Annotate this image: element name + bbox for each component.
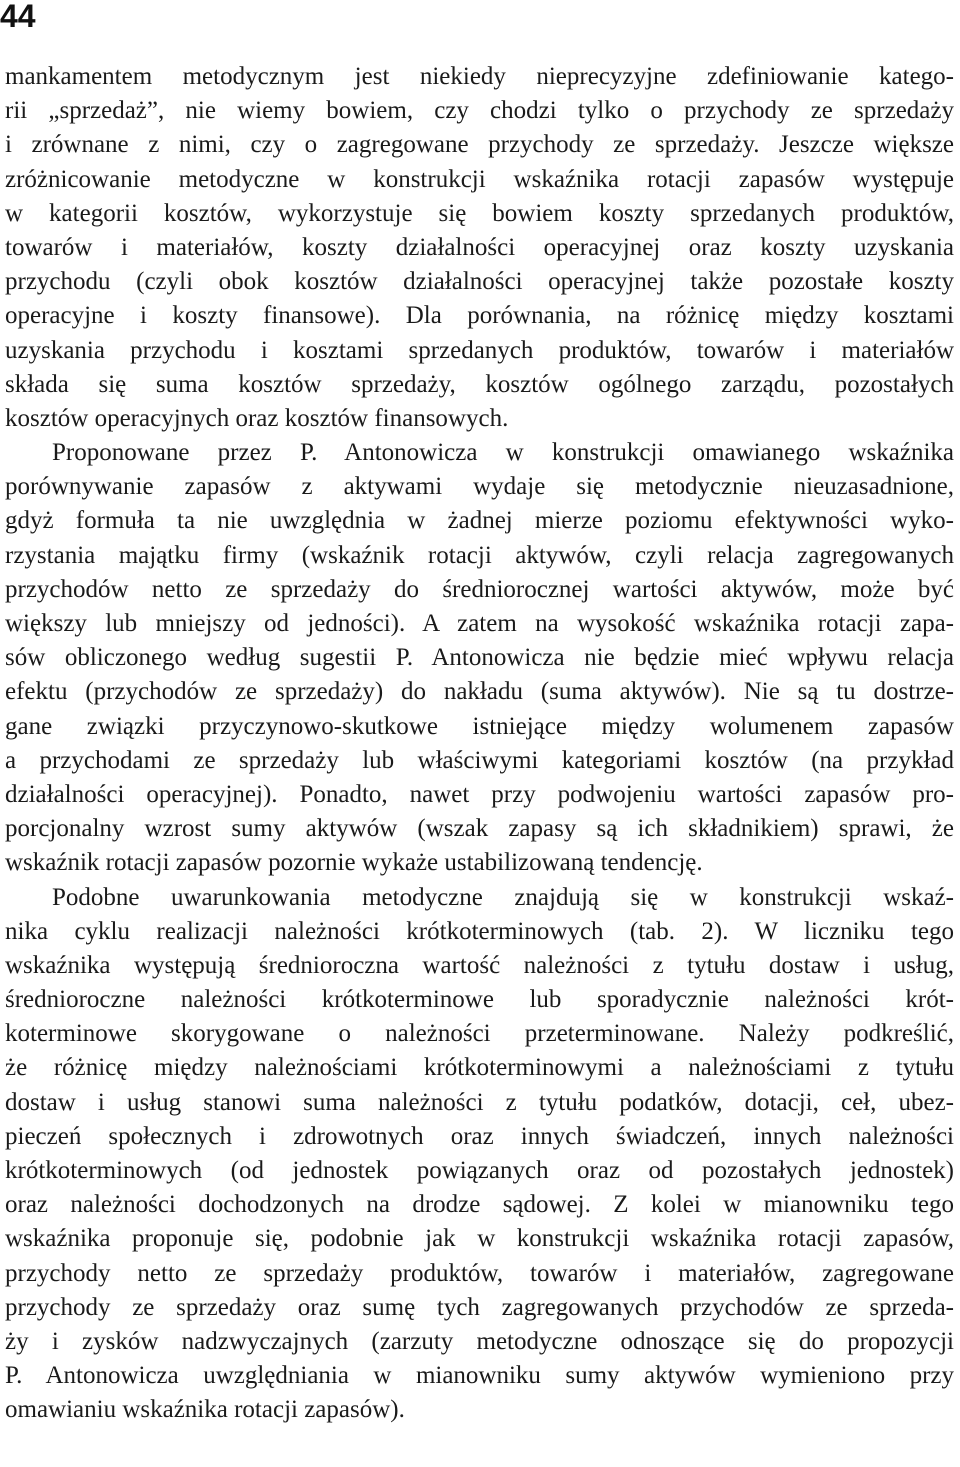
- text-line: Podobne uwarunkowania metodyczne znajdują się w konstrukcji wskaź-: [52, 883, 954, 911]
- text-line: omawianiu wskaźnika rotacji zapasów).: [5, 1396, 405, 1424]
- text-line: operacyjne i koszty finansowe). Dla porównania, na różnicę między kosztami: [5, 302, 954, 330]
- text-line: przychodu (czyli obok kosztów działalności operacyjnej także pozostałe koszty: [5, 268, 954, 296]
- text-line: i zrównane z nimi, czy o zagregowane przychody ze sprzedaży. Jeszcze większe: [5, 131, 954, 159]
- text-line: porównywanie zapasów z aktywami wydaje się metodycznie nieuzasadnione,: [5, 473, 954, 501]
- text-line: składa się suma kosztów sprzedaży, kosztów ogólnego zarządu, pozostałych: [5, 370, 954, 398]
- text-line: kosztów operacyjnych oraz kosztów finansowych.: [5, 404, 509, 432]
- text-line: Proponowane przez P. Antonowicza w konstrukcji omawianego wskaźnika: [52, 439, 954, 467]
- text-line: gdyż formuła ta nie uwzględnia w żadnej mierze poziomu efektywności wyko-: [5, 507, 954, 535]
- paragraph: [5, 881, 954, 1428]
- text-line: towarów i materiałów, koszty działalności operacyjnej oraz koszty uzyskania: [5, 233, 954, 261]
- text-line: przychody ze sprzedaży oraz sumę tych zagregowanych przychodów ze sprzeda-: [5, 1293, 954, 1321]
- text-line: nika cyklu realizacji należności krótkoterminowych (tab. 2). W liczniku tego: [5, 917, 954, 945]
- text-line: a przychodami ze sprzedaży lub właściwymi kategoriami kosztów (na przykład: [5, 746, 954, 774]
- text-line: ży i zysków nadzwyczajnych (zarzuty metodyczne odnoszące się do propozycji: [5, 1327, 954, 1355]
- text-line: wskaźnika występują średnioroczna wartość należności z tytułu dostaw i usług,: [5, 951, 954, 979]
- text-line: P. Antonowicza uwzględniania w mianowniku sumy aktywów wymieniono przy: [5, 1362, 954, 1390]
- text-line: wskaźnik rotacji zapasów pozornie wykaże ustabilizowaną tendencję.: [5, 849, 703, 877]
- text-line: porcjonalny wzrost sumy aktywów (wszak zapasy są ich składnikiem) sprawi, że: [5, 815, 954, 843]
- text-line: że różnicę między należnościami krótkoterminowymi a należnościami z tytułu: [5, 1054, 954, 1082]
- text-line: większy lub mniejszy od jedności). A zatem na wysokość wskaźnika rotacji zapa-: [5, 610, 954, 637]
- text-line: w kategorii kosztów, wykorzystuje się bowiem koszty sprzedanych produktów,: [5, 199, 954, 227]
- text-line: koterminowe skorygowane o należności przeterminowane. Należy podkreślić,: [5, 1020, 954, 1048]
- text-line: zróżnicowanie metodyczne w konstrukcji wskaźnika rotacji zapasów występuje: [5, 165, 954, 193]
- paragraph: [5, 436, 954, 880]
- text-line: oraz należności dochodzonych na drodze sądowej. Z kolei w mianowniku tego: [5, 1191, 954, 1219]
- text-line: uzyskania przychodu i kosztami sprzedanych produktów, towarów i materiałów: [5, 336, 954, 364]
- page-number: 44: [0, 0, 36, 34]
- text-line: przychody netto ze sprzedaży produktów, towarów i materiałów, zagregowane: [5, 1259, 954, 1287]
- text-line: krótkoterminowych (od jednostek powiązanych oraz od pozostałych jednostek): [5, 1157, 954, 1184]
- paragraph: [5, 60, 954, 436]
- text-line: wskaźnika proponuje się, podobnie jak w konstrukcji wskaźnika rotacji zapasów,: [5, 1225, 954, 1253]
- text-line: mankamentem metodycznym jest niekiedy nieprecyzyjne zdefiniowanie katego-: [5, 63, 954, 90]
- text-line: gane związki przyczynowo-skutkowe istniejące między wolumenem zapasów: [5, 712, 954, 740]
- text-line: pieczeń społecznych i zdrowotnych oraz innych świadczeń, innych należności: [5, 1122, 954, 1150]
- text-line: rii „sprzedaż”, nie wiemy bowiem, czy chodzi tylko o przychody ze sprzedaży: [5, 97, 954, 125]
- text-line: sów obliczonego według sugestii P. Antonowicza nie będzie mieć wpływu relacja: [5, 644, 954, 672]
- body-text: [5, 60, 954, 1428]
- text-line: dostaw i usług stanowi suma należności z tytułu podatków, dotacji, ceł, ubez-: [5, 1088, 954, 1116]
- text-line: średnioroczne należności krótkoterminowe lub sporadycznie należności krót-: [5, 986, 954, 1014]
- text-line: przychodów netto ze sprzedaży do średniorocznej wartości aktywów, może być: [5, 575, 954, 603]
- text-line: efektu (przychodów ze sprzedaży) do nakładu (suma aktywów). Nie są tu dostrze-: [5, 678, 954, 706]
- text-line: działalności operacyjnej). Ponadto, nawet przy podwojeniu wartości zapasów pro-: [5, 780, 954, 808]
- text-line: rzystania majątku firmy (wskaźnik rotacji aktywów, czyli relacja zagregowanych: [5, 541, 954, 569]
